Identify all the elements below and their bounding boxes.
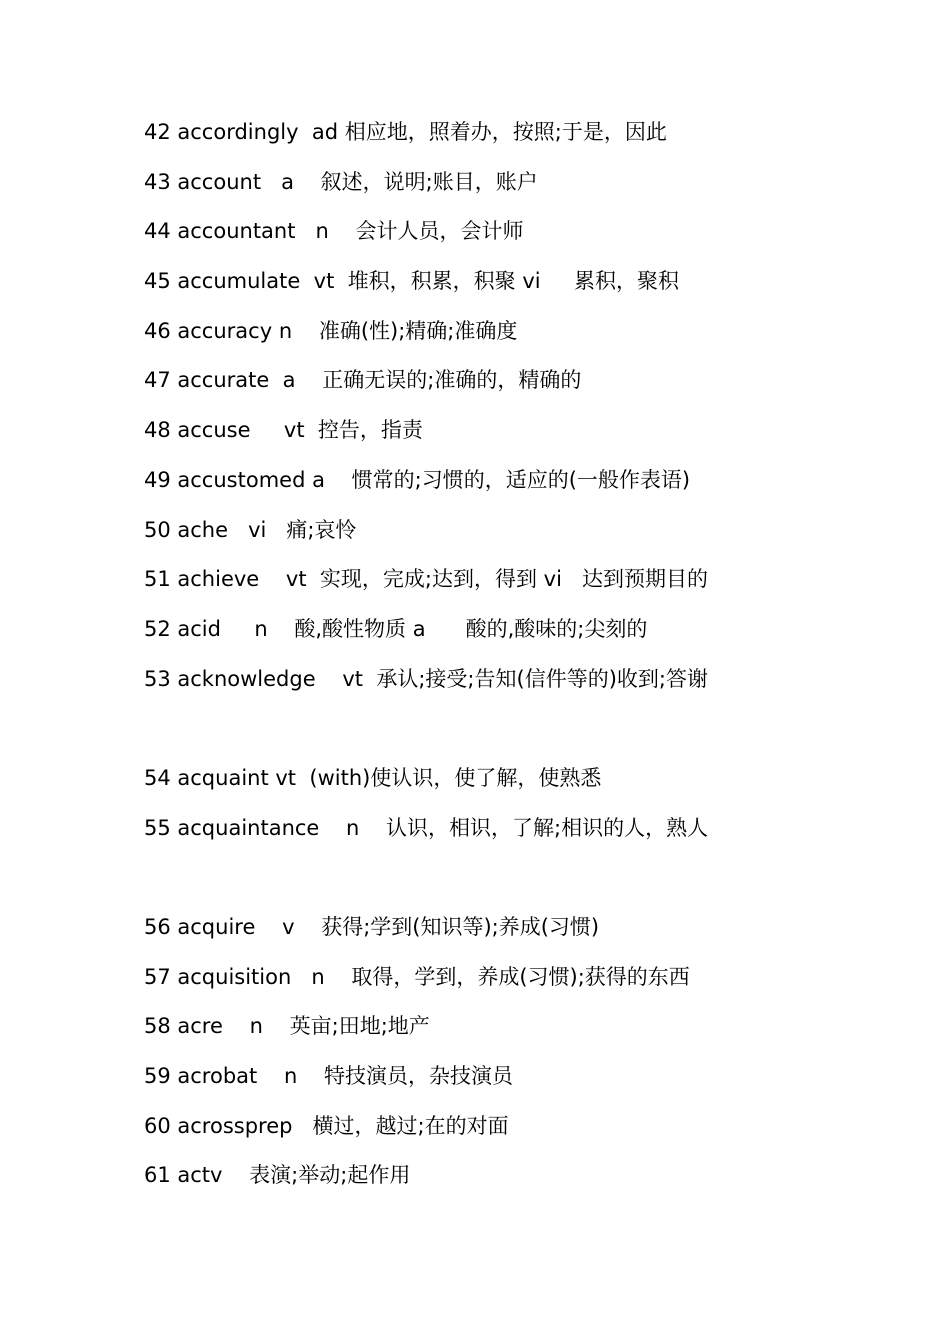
vocab-entry: 57 acquisition n 取得，学到，养成(习惯);获得的东西 [144,964,690,989]
vocab-entry: 44 accountant n 会计人员，会计师 [144,219,524,244]
vocab-entry: 48 accuse vt 控告，指责 [144,418,423,443]
vocab-entry: 47 accurate a 正确无误的;准确的，精确的 [144,368,582,393]
vocab-entry: 50 ache vi 痛;哀怜 [144,517,357,542]
vocab-entry: 51 achieve vt 实现，完成;达到，得到 vi 达到预期目的 [144,567,708,592]
vocab-entry: 49 accustomed a 惯常的;习惯的，适应的(一般作表语) [144,467,691,492]
vocab-entry: 54 acquaint vt (with)使认识，使了解，使熟悉 [144,765,602,790]
vocab-entry: 42 accordingly ad 相应地，照着办，按照;于是，因此 [144,120,667,144]
vocab-entry: 56 acquire v 获得;学到(知识等);养成(习惯) [144,915,600,939]
vocabulary-list [144,114,864,1207]
vocab-entry: 60 acrossprep 横过，越过;在的对面 [144,1113,509,1138]
vocab-entry: 59 acrobat n 特技演员，杂技演员 [144,1064,513,1089]
vocab-entry: 52 acid n 酸,酸性物质 a 酸的,酸味的;尖刻的 [144,616,648,641]
vocab-entry: 58 acre n 英亩;田地;地产 [144,1014,430,1039]
vocab-entry: 61 actv 表演;举动;起作用 [144,1163,411,1188]
vocab-entry: 46 accuracy n 准确(性);精确;准确度 [144,318,518,343]
vocab-entry: 53 acknowledge vt 承认;接受;告知(信件等的)收到;答谢 [144,666,708,691]
vocab-entry: 55 acquaintance n 认识，相识，了解;相识的人，熟人 [144,815,709,840]
vocab-entry: 45 accumulate vt 堆积，积累，积聚 vi 累积，聚积 [144,269,679,294]
vocab-entry: 43 account a 叙述，说明;账目，账户 [144,169,538,194]
